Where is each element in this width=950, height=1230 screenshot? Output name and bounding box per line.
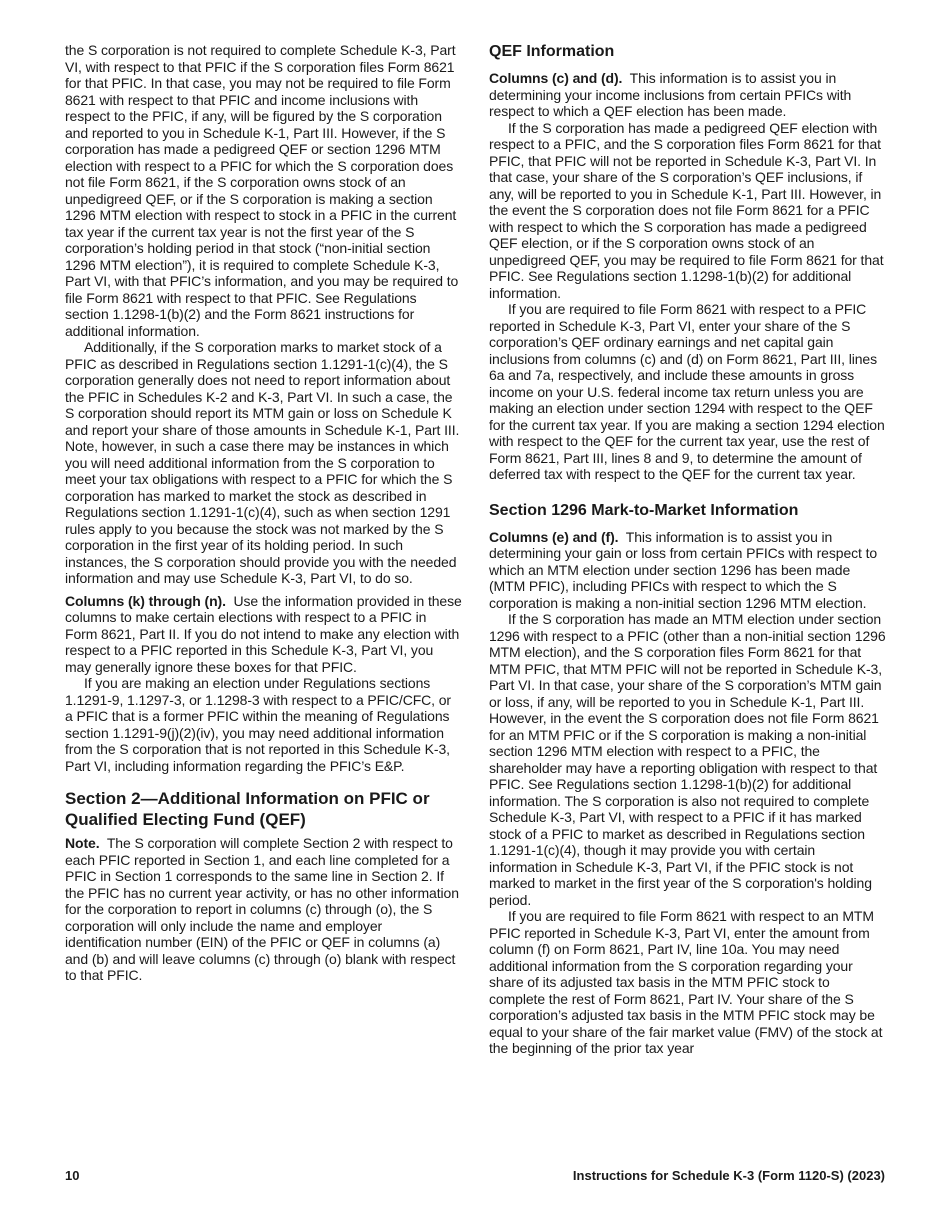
section-heading: Section 1296 Mark-to-Market Information [489,501,799,519]
paragraph-lead: Columns (c) and (d). [489,70,623,86]
body-paragraph: Additionally, if the S corporation marks to market stock of a PFIC as described in Regulations section 1.1291-1(c)(4), the S corporation generally does not need to report information about the PFIC in Schedules K-2 and K-3, Part VI. In such a case, the S corporation should report its MTM gain or loss on Schedule K and report your share of those amounts in Schedule K-1, Part III. Note, however, in such a case there may be instances in which you will need additional information from the S corporation to meet your tax obligations with respect to a PFIC for which the S corporation has marked to market the stock as described in Regulations section 1.1291-1(c)(4), such as when section 1291 rules apply to you because the stock was not marked by the S corporation in the first year of its holding period. In such instances, the S corporation should provide you with the needed information and may use Schedule K-3, Part VI, to do so. [65,339,460,586]
paragraph-text: The S corporation will complete Section 2 with respect to each PFIC reported in Section 1, and each line completed for a PFIC in Section 1 corresponds to the same line in Section 2. If the PFIC has no current year activity, or has no other information for the corporation to report in columns (c) through (o), the S corporation will only include the name and employer identification number (EIN) of the PFIC or QEF in columns (a) and (b) and will leave columns (c) through (o) blank with respect to that PFIC. [65,835,459,983]
page-number: 10 [65,1168,80,1183]
body-paragraph [65,835,462,984]
document-title: Instructions for Schedule K-3 (Form 1120-S) (2023) [572,1168,885,1183]
body-paragraph: If the S corporation has made an MTM election under section 1296 with respect to a PFIC (other than a non-initial section 1296 MTM election), and the S corporation files Form 8621 for that MTM PFIC, that MTM PFIC will not be reported in Schedule K-3, Part VI. In that case, your share of the S corporation’s MTM gain or loss, if any, will be reported to you in Schedule K-1, Part III. However, in the event the S corporation does not file Form 8621 for an MTM PFIC or if the S corporation is making a non-initial section 1296 MTM election with respect to a PFIC, the shareholder may have a reporting obligation with respect to that PFIC. See Regulations section 1.1298-1(b)(2) for additional information. The S corporation is also not required to complete Schedule K-3, Part VI, with respect to a PFIC if it has marked stock of a PFIC to market as described in Regulations section 1.1291-1(c)(4), though it may provide you with certain information in Schedule K-3, Part VI, if the PFIC stock is not marked to market in the first year of the S corporation's holding period. [489,611,886,908]
section-heading: QEF Information [489,43,615,60]
paragraph-lead: Columns (e) and (f). [489,528,619,545]
body-paragraph: If you are making an election under Regulations sections 1.1291-9, 1.1297-3, or 1.1298-3 with respect to a PFIC/CFC, or a PFIC that is a former PFIC within the meaning of Regulations section 1.1291-9(j)(2)(iv), you may need additional information from the S corporation that is not reported in this Schedule K-3, Part VI, including information regarding the PFIC’s E&P. [65,675,451,774]
paragraph-text: This information is to assist you in determining your income inclusions from certain PFICs with respect to which a QEF election has been made. [489,70,852,119]
left-column [65,42,462,984]
body-paragraph: If you are required to file Form 8621 with respect to an MTM PFIC reported in Schedule K-3, Part VI, enter the amount from column (f) on Form 8621, Part IV, line 10a. You may need additional information from the S corporation regarding your share of its adjusted tax basis in the MTM PFIC stock to complete the rest of Form 8621, Part IV. Your share of the S corporation’s adjusted tax basis in the MTM PFIC stock may be equal to your share of the fair market value (FMV) of the stock at the beginning of the prior tax year [489,908,883,1056]
body-paragraph [489,529,886,612]
section-heading: Section 2—Additional Information on PFIC or Qualified Electing Fund (QEF) [65,789,430,829]
paragraph-text: This information is to assist you in determining your gain or loss from certain PFICs with respect to which an MTM election under section 1296 has been made (MTM PFIC), including PFICs with respect to which the S corporation is making a non-initial section 1296 MTM election. [489,528,878,611]
body-paragraph [65,593,462,676]
body-paragraph: If the S corporation has made a pedigreed QEF election with respect to a PFIC, and the S corporation files Form 8621 for that PFIC, that PFIC will not be reported in Schedule K-3, Part VI. In that case, your share of the S corporation’s QEF inclusions, if any, will be reported to you in Schedule K-1, Part III. However, in the event the S corporation does not file Form 8621 for a PFIC with respect to which the S corporation has made a pedigreed QEF election, or if the S corporation owns stock of an unpedigreed QEF, you may be required to file Form 8621 for that PFIC. See Regulations section 1.1298-1(b)(2) for additional information. [489,119,884,301]
right-column [489,42,886,1057]
body-paragraph: If you are required to file Form 8621 with respect to a PFIC reported in Schedule K-3, Part VI, enter your share of the S corporation’s QEF ordinary earnings and net capital gain inclusions from columns (c) and (d) on Form 8621, Part III, lines 6a and 7a, respectively, and include these amounts in gross income on your U.S. federal income tax return unless you are making an election under section 1294 with respect to the QEF for the current tax year. If you are making a section 1294 election with respect to the QEF for the current tax year, use the rest of Form 8621, Part III, lines 8 and 9, to determine the amount of deferred tax with respect to the QEF for the current tax year. [489,301,885,482]
paragraph-text: Use the information provided in these columns to make certain elections with respect to a PFIC in Form 8621, Part II. If you do not intend to make any election with respect to a PFIC reported in this Schedule K-3, Part VI, you may generally ignore these boxes for that PFIC. [65,592,462,675]
page-footer [65,1168,885,1188]
body-paragraph: the S corporation is not required to complete Schedule K-3, Part VI, with respect to that PFIC if the S corporation files Form 8621 for that PFIC. In that case, you may not be required to file Form 8621 with respect to that PFIC and income inclusions with respect to the PFIC, if any, will be figured by the S corporation and reported to you in Schedule K-1, Part III. However, if the S corporation has made a pedigreed QEF or section 1296 MTM election with respect to a PFIC for which the S corporation does not file Form 8621, if the S corporation owns stock of an unpedigreed QEF, or if the S corporation is making a section 1296 MTM election with respect to stock in a PFIC in the current tax year if the current tax year is not the first year of the S corporation’s holding period in that stock (“non-initial section 1296 MTM election”), it is required to complete Schedule K-3, Part VI, with that PFIC’s information, and you may be required to file Form 8621 with respect to that PFIC. See Regulations section 1.1298-1(b)(2) and the Form 8621 instructions for additional information. [65,42,459,339]
paragraph-lead: Columns (k) through (n). [65,592,226,609]
body-paragraph [489,70,886,120]
paragraph-lead: Note. [65,835,100,851]
